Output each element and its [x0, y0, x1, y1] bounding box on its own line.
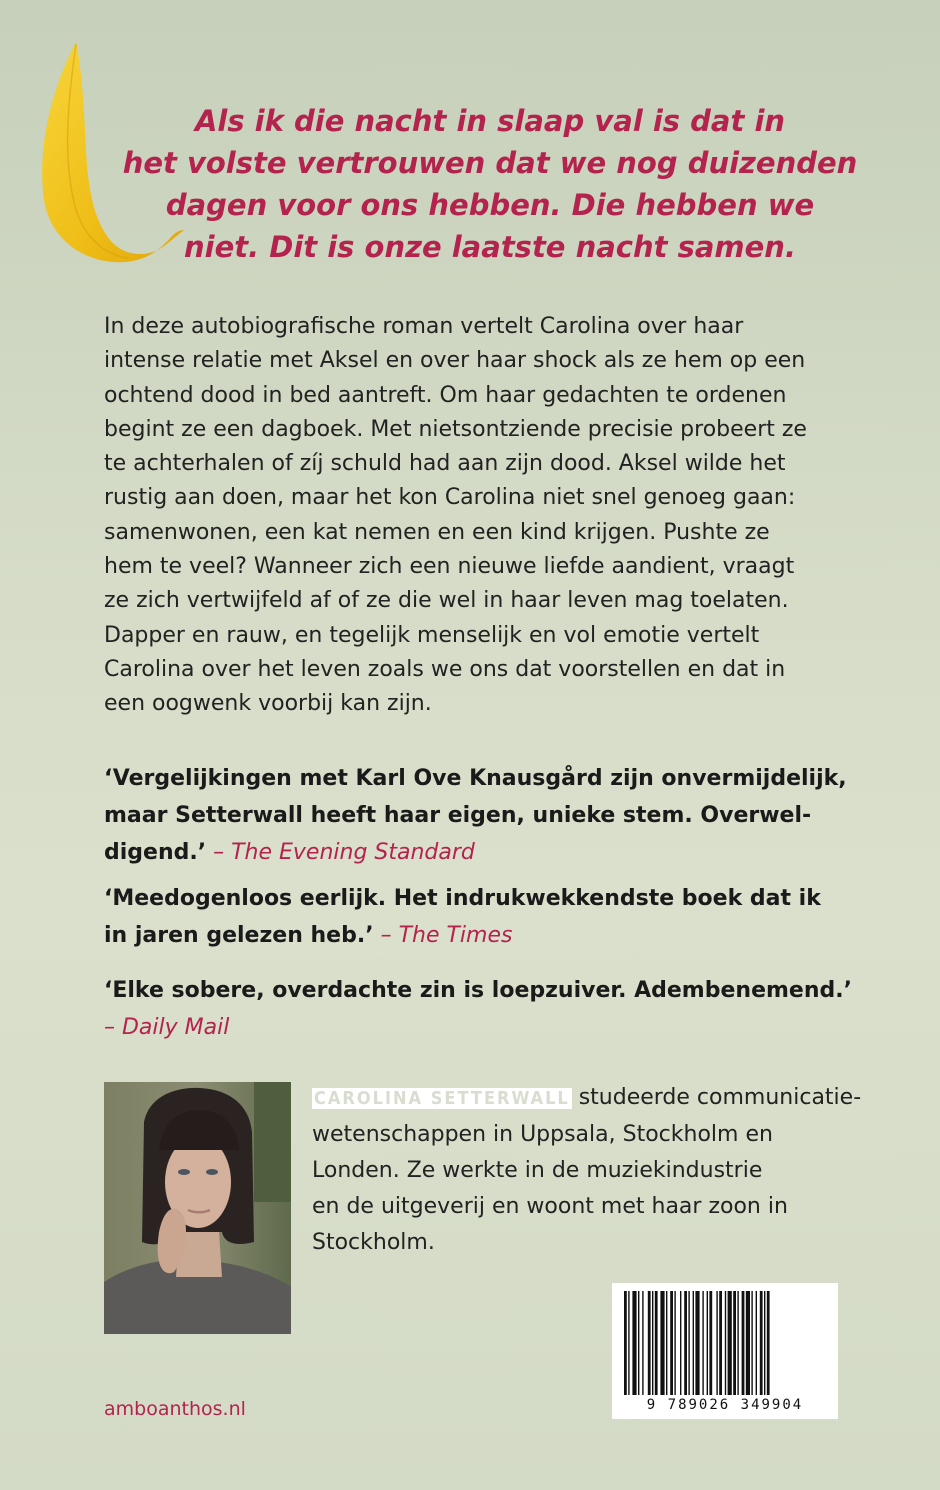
- barcode-bar: [719, 1291, 722, 1395]
- review-daily-mail: [104, 972, 852, 1046]
- review-the-times: [104, 880, 844, 954]
- isbn-barcode: [612, 1283, 838, 1419]
- barcode-bar: [648, 1291, 651, 1395]
- description-line: hem te veel? Wanneer zich een nieuwe liefde aandient, vraagt: [104, 554, 795, 580]
- barcode-bar: [702, 1291, 703, 1395]
- barcode-bar: [716, 1291, 717, 1395]
- review-evening-standard: [104, 760, 847, 871]
- barcode-bar: [624, 1291, 627, 1395]
- author-bio-text: wetenschappen in Uppsala, Stockholm en: [312, 1122, 773, 1147]
- barcode-bar: [642, 1291, 643, 1395]
- description-line: samenwonen, een kat nemen en een kind krijgen. Pushte ze: [104, 519, 770, 545]
- barcode-bar: [655, 1291, 658, 1395]
- isbn-number: 9 789026 349904: [646, 1397, 804, 1413]
- author-bio-text: studeerde communicatie-: [571, 1085, 862, 1110]
- pull-quote: [110, 100, 870, 268]
- description-line: een oogwenk voorbij kan zijn.: [104, 691, 432, 717]
- barcode-bar: [652, 1291, 653, 1395]
- barcode-bar: [707, 1291, 708, 1395]
- barcode-bar: [733, 1291, 736, 1395]
- barcode-bar: [670, 1291, 673, 1395]
- review-source: – The Times: [373, 923, 513, 948]
- publisher-website: amboanthos.nl: [104, 1398, 246, 1420]
- author-photo: [104, 1082, 291, 1334]
- barcode-bar: [628, 1291, 629, 1395]
- review-source: – Daily Mail: [104, 1015, 230, 1040]
- barcode-bar: [674, 1291, 675, 1395]
- barcode-bar: [728, 1291, 732, 1395]
- barcode-bar: [693, 1291, 694, 1395]
- description-line: intense relatie met Aksel en over haar shock als ze hem op een: [104, 348, 806, 374]
- barcode-bar: [767, 1291, 770, 1395]
- barcode-bar: [764, 1291, 765, 1395]
- review-text: ‘Elke sobere, overdachte zin is loepzuiver. Adembenemend.’: [104, 978, 852, 1003]
- author-name: CAROLINA SETTERWALL: [314, 1088, 570, 1109]
- pull-quote-line: het volste vertrouwen dat we nog duizenden: [122, 146, 858, 180]
- barcode-bar: [684, 1291, 687, 1395]
- review-text: ‘Meedogenloos eerlijk. Het indrukwekkendste boek dat ik: [104, 886, 821, 911]
- description-line: rustig aan doen, maar het kon Carolina niet snel genoeg gaan:: [104, 485, 796, 511]
- barcode-bar: [688, 1291, 689, 1395]
- description-line: Carolina over het leven zoals we ons dat voorstellen en dat in: [104, 656, 786, 682]
- pull-quote-line: dagen voor ons hebben. Die hebben we: [165, 188, 815, 222]
- pull-quote-line: niet. Dit is onze laatste nacht samen.: [184, 230, 796, 264]
- barcode-bar: [695, 1291, 699, 1395]
- author-bio-text: en de uitgeverij en woont met haar zoon in: [312, 1194, 788, 1219]
- author-bio: [312, 1080, 862, 1261]
- description-line: In deze autobiografische roman vertelt Carolina over haar: [104, 314, 744, 339]
- description-line: ochtend dood in bed aantreft. Om haar gedachten te ordenen: [104, 382, 787, 408]
- review-text: ‘Vergelijkingen met Karl Ove Knausgård zijn onvermijdelijk,: [104, 766, 847, 791]
- barcode-bar: [751, 1291, 752, 1395]
- description-line: te achterhalen of zíj schuld had aan zijn dood. Aksel wilde het: [104, 451, 786, 477]
- author-bio-text: Londen. Ze werkte in de muziekindustrie: [312, 1158, 763, 1183]
- review-source: – The Evening Standard: [206, 840, 475, 865]
- barcode-bar: [660, 1291, 664, 1395]
- barcode-bar: [760, 1291, 763, 1395]
- barcode-bar: [742, 1291, 745, 1395]
- barcode-bar: [737, 1291, 738, 1395]
- review-text: digend.’: [104, 840, 207, 865]
- barcode-bar: [680, 1291, 681, 1395]
- barcode-bar: [666, 1291, 667, 1395]
- description-line: ze zich vertwijfeld af of ze die wel in haar leven mag toelaten.: [104, 588, 789, 614]
- author-bio-text: Stockholm.: [312, 1230, 435, 1255]
- barcode-bar: [725, 1291, 726, 1395]
- review-text: maar Setterwall heeft haar eigen, unieke stem. Overwel-: [104, 803, 812, 828]
- barcode-bar: [638, 1291, 639, 1395]
- barcode-bar: [632, 1291, 636, 1395]
- barcode-bar: [756, 1291, 757, 1395]
- barcode-bar: [709, 1291, 712, 1395]
- pull-quote-line: Als ik die nacht in slaap val is dat in: [194, 104, 786, 138]
- description-line: Dapper en rauw, en tegelijk menselijk en vol emotie vertelt: [104, 622, 760, 648]
- barcode-bar: [746, 1291, 750, 1395]
- book-description: [104, 310, 844, 722]
- description-line: begint ze een dagboek. Met nietsontziende precisie probeert ze: [104, 416, 807, 442]
- review-text: in jaren gelezen heb.’: [104, 923, 374, 948]
- barcode-bars: [624, 1291, 826, 1395]
